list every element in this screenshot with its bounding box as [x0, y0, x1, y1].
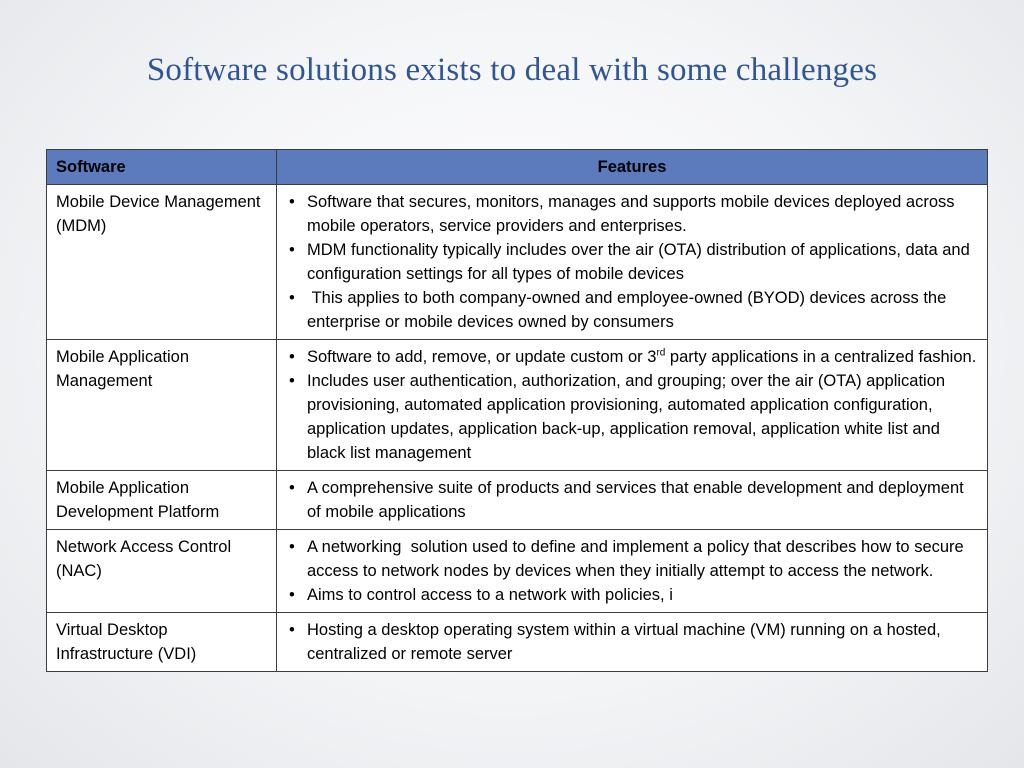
feature-item: • MDM functionality typically includes over the air (OTA) distribution of applications, data and configuration settings for all types of mobile devices	[286, 238, 978, 286]
ordinal-superscript: rd	[656, 347, 666, 359]
feature-text-suffix: party applications in a centralized fashion.	[665, 348, 977, 366]
software-cell: Mobile Device Management (MDM)	[47, 185, 277, 340]
table-header-row	[47, 150, 988, 185]
software-cell: Virtual Desktop Infrastructure (VDI)	[47, 613, 277, 672]
feature-item: • Software that secures, monitors, manages and supports mobile devices deployed across mobile operators, service providers and enterprises.	[286, 190, 978, 238]
feature-list	[286, 535, 978, 607]
software-cell: Mobile Application Development Platform	[47, 471, 277, 530]
feature-list	[286, 190, 978, 334]
table-row-mdm	[47, 185, 988, 340]
header-software: Software	[47, 150, 277, 185]
feature-list	[286, 345, 978, 465]
features-cell	[277, 530, 988, 613]
features-cell	[277, 613, 988, 672]
slide-title: Software solutions exists to deal with some challenges	[146, 52, 878, 88]
software-cell: Network Access Control (NAC)	[47, 530, 277, 613]
feature-item: • Aims to control access to a network with policies, i	[286, 583, 978, 607]
feature-item: • A networking solution used to define and implement a policy that describes how to secure access to network nodes by devices when they initially attempt to access the network.	[286, 535, 978, 583]
feature-item: • This applies to both company-owned and employee-owned (BYOD) devices across the enterprise or mobile devices owned by consumers	[286, 286, 978, 334]
feature-text-prefix: Software to add, remove, or update custom or 3	[307, 348, 657, 366]
features-cell	[277, 185, 988, 340]
features-cell	[277, 471, 988, 530]
table-row-madp	[47, 471, 988, 530]
table-row-nac	[47, 530, 988, 613]
feature-item: • Includes user authentication, authorization, and grouping; over the air (OTA) application provisioning, automated application provisioning, automated application configuration, application updates, application back-up, application removal, application white list and black list management	[286, 369, 978, 465]
feature-item	[286, 345, 978, 369]
table-row-vdi	[47, 613, 988, 672]
software-features-table	[46, 149, 988, 672]
feature-list	[286, 618, 978, 666]
feature-item: • Hosting a desktop operating system within a virtual machine (VM) running on a hosted, centralized or remote server	[286, 618, 978, 666]
feature-list	[286, 476, 978, 524]
header-features: Features	[277, 150, 988, 185]
features-cell	[277, 340, 988, 471]
feature-item: • A comprehensive suite of products and services that enable development and deployment of mobile applications	[286, 476, 978, 524]
table-row-mam	[47, 340, 988, 471]
software-cell: Mobile Application Management	[47, 340, 277, 471]
